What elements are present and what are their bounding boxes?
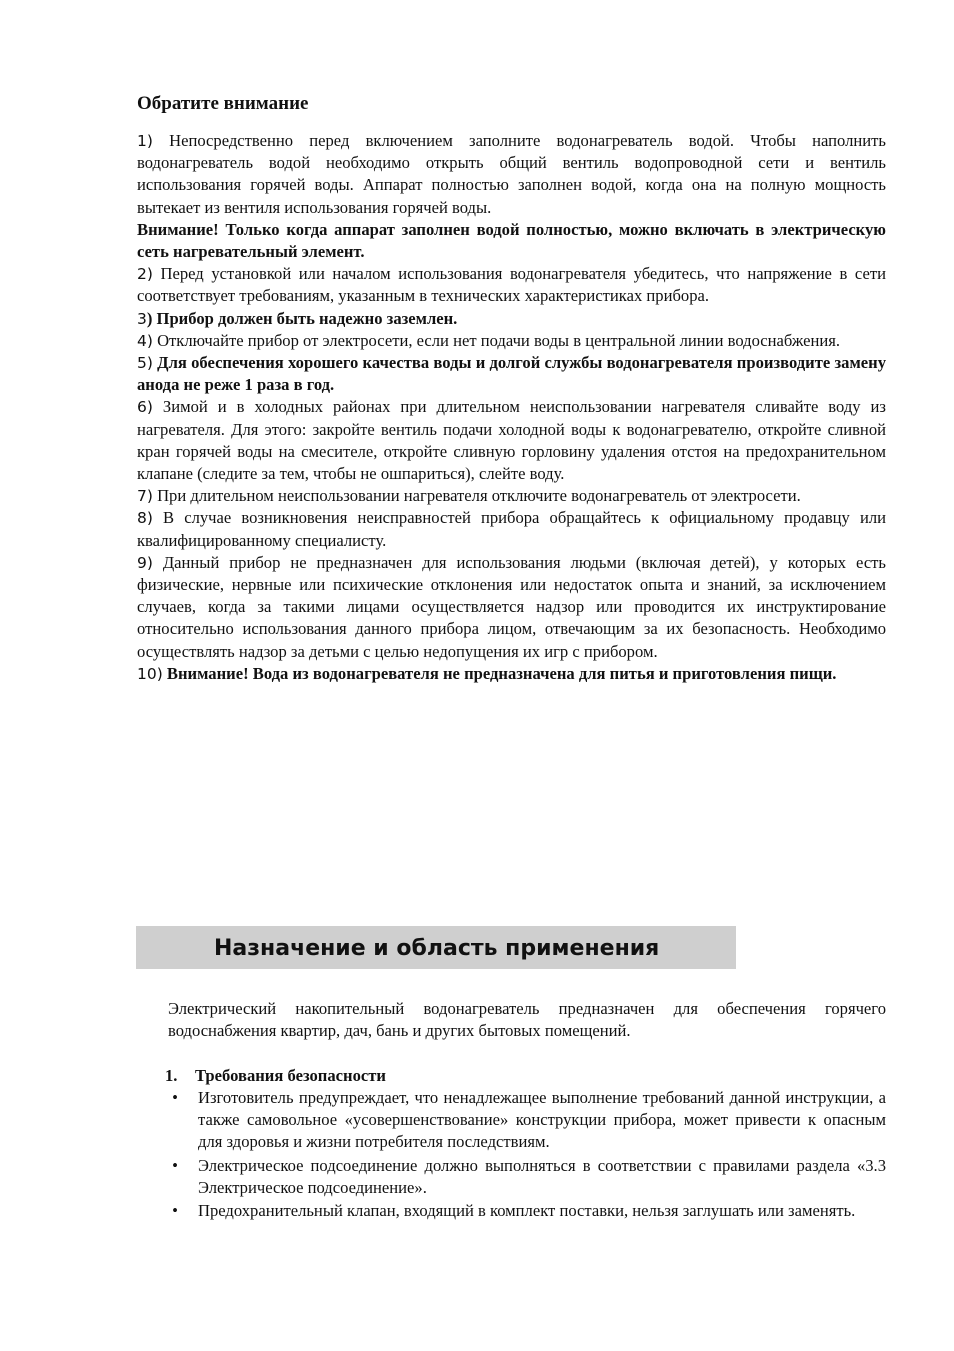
item-number: 10)	[137, 664, 163, 683]
attention-item-4	[137, 330, 886, 352]
safety-title: Требования безопасности	[195, 1066, 386, 1085]
safety-number: 1.	[165, 1066, 178, 1085]
list-item-text: Электрическое подсоединение должно выполняться в соответствии с правилами раздела «3.3 Электрическое подсоединение».	[198, 1155, 886, 1197]
attention-list	[137, 130, 886, 685]
item-number: 3	[137, 309, 147, 328]
bullet-icon: •	[172, 1155, 178, 1175]
list-item	[168, 1155, 886, 1199]
purpose-heading: Назначение и область применения	[214, 936, 660, 961]
item-number: 2)	[137, 265, 153, 284]
list-item-text: Изготовитель предупреждает, что ненадлежащее выполнение требований данной инструкции, а также самовольное «усовершенствование» конструкции прибора, может привести к опасным для здоровья и жизни потребителя последствиям.	[198, 1088, 886, 1152]
attention-warning: Внимание! Только когда аппарат заполнен водой полностью, можно включать в электрическую сеть нагревательный элемент.	[137, 219, 886, 262]
bullet-icon: •	[172, 1088, 178, 1107]
attention-item-7	[137, 485, 886, 507]
attention-item-2	[137, 263, 886, 307]
attention-item-9	[137, 552, 886, 663]
item-number: 4)	[137, 331, 153, 350]
list-item	[168, 1087, 886, 1154]
safety-heading	[165, 1065, 386, 1087]
list-item	[168, 1200, 886, 1222]
item-text: Зимой и в холодных районах при длительном неиспользовании нагревателя сливайте воду из нагревателя. Для этого: закройте вентиль подачи холодной воды к водонагревателю, откройте сливной кран горячей воды на смесителе, откройте сливную горловину удаления отстоя на предохранительном клапане (следите за тем, чтобы не ошпариться), слейте воду.	[137, 397, 886, 484]
section-banner	[136, 926, 736, 969]
attention-item-3	[137, 308, 886, 330]
item-text: Для обеспечения хорошего качества воды и долгой службы водонагревателя производите замену анода не реже 1 раза в год.	[137, 353, 886, 395]
item-text: При длительном неиспользовании нагревателя отключите водонагреватель от электросети.	[152, 486, 801, 506]
attention-item-8	[137, 507, 886, 551]
bullet-icon: •	[172, 1201, 178, 1221]
item-text: В случае возникновения неисправностей прибора обращайтесь к официальному продавцу или квалифицированному специалисту.	[137, 508, 886, 550]
item-number: 1)	[137, 132, 153, 150]
item-number: 7)	[137, 487, 153, 506]
item-number: 5)	[137, 354, 153, 373]
item-text: Данный прибор не предназначен для использования людьми (включая детей), у которых есть физические, нервные или психические отклонения или недостаток опыта и знаний, за исключением случаев, когда за такими лицами осуществляется надзор или проводится их инструктирование относительно использования данного прибора лицом, отвечающим за их безопасность. Необходимо осуществлять надзор за детьми с целью недопущения их игр с прибором.	[137, 552, 886, 661]
item-number: 9)	[137, 553, 153, 572]
attention-item-6	[137, 396, 886, 485]
attention-heading: Обратите внимание	[137, 93, 309, 114]
item-number: 8)	[137, 509, 153, 528]
item-text: Внимание! Вода из водонагревателя не предназначена для питья и приготовления пищи.	[162, 663, 837, 683]
safety-list	[168, 1087, 886, 1223]
attention-item-1	[137, 130, 886, 219]
attention-item-5	[137, 352, 886, 396]
item-text: Перед установкой или началом использования водонагревателя убедитесь, что напряжение в сети соответствует требованиям, указанным в технических характеристиках прибора.	[137, 264, 886, 306]
item-number: 6)	[137, 398, 153, 417]
purpose-text: Электрический накопительный водонагреватель предназначен для обеспечения горячего водоснабжения квартир, дач, бань и других бытовых помещений.	[168, 999, 886, 1041]
attention-item-10	[137, 663, 886, 685]
list-item-text: Предохранительный клапан, входящий в комплект поставки, нельзя заглушать или заменять.	[198, 1201, 856, 1221]
item-text: Непосредственно перед включением заполните водонагреватель водой. Чтобы наполнить водонагреватель водой необходимо открыть общий вентиль водопроводной сети и вентиль использования горячей воды. Аппарат полностью заполнен водой, когда она на полную мощность вытекает из вентиля использования горячей воды.	[137, 131, 886, 217]
item-text: Отключайте прибор от электросети, если нет подачи воды в центральной линии водоснабжения.	[152, 330, 841, 350]
item-text: ) Прибор должен быть надежно заземлен.	[146, 308, 458, 328]
